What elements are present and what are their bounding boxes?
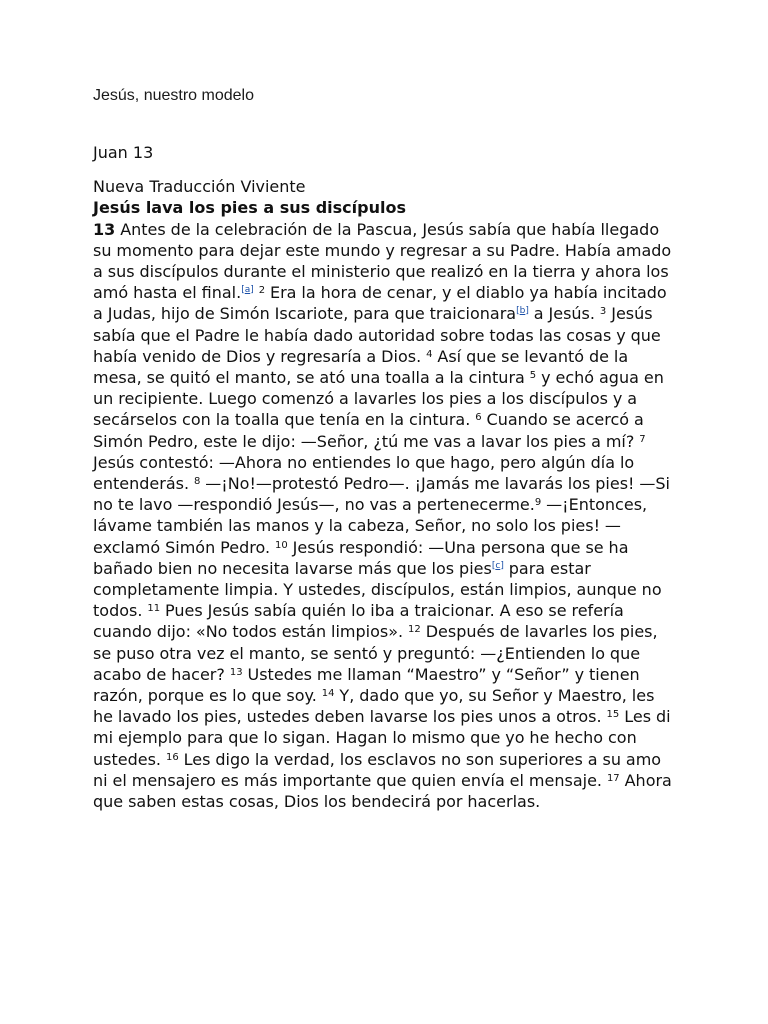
verse-number: 10 xyxy=(275,539,288,551)
footnote-link[interactable]: [a] xyxy=(241,285,254,296)
verse-number: 9 xyxy=(534,497,542,509)
footnote-link[interactable]: [c] xyxy=(491,560,504,571)
verse-number: 12 xyxy=(408,624,421,636)
verse-number: 8 xyxy=(193,476,201,488)
verse-number: 2 xyxy=(258,285,266,297)
verse-text: Así que se levantó de la mesa, se quitó el manto, se ató una toalla a la cintura xyxy=(93,346,629,388)
section-heading: Jesús lava los pies a sus discípulos xyxy=(93,198,406,218)
verse-text: Antes de la celebración de la Pascua, Jesús sabía que había llegado su momento para dejar este mundo y regresar a su Padre. Había amado a sus discípulos durante el ministerio que realizó en la tierra y ahora los amó hasta el final. xyxy=(93,219,672,303)
verse-text: Era la hora de cenar, y el diablo ya había incitado a Judas, hijo de Simón Iscariote, para que traicionara xyxy=(93,283,667,324)
verse-text: Pues Jesús sabía quién lo iba a traicionar. A eso se refería cuando dijo: «No todos están limpios». xyxy=(93,601,624,642)
verse-number: 4 xyxy=(426,348,433,360)
verse-number: 3 xyxy=(599,306,607,318)
verse-text: —¡Entonces, lávame también las manos y la cabeza, Señor, no solo los pies! —exclamó Simón Pedro. xyxy=(93,495,648,557)
verse-number: 17 xyxy=(606,772,620,784)
chapter-number: 13 xyxy=(93,219,116,239)
verse-text: Ustedes me llaman “Maestro” y “Señor” y tienen razón, porque es lo que soy. xyxy=(93,664,640,706)
verse-text: y echó agua en un recipiente. Luego comenzó a lavarles los pies a los discípulos y a secárselos con la toalla que tenía en la cintura. xyxy=(93,368,664,430)
verse-number: 7 xyxy=(639,433,646,445)
verse-text: Y, dado que yo, su Señor y Maestro, les he lavado los pies, ustedes deben lavarse los pies unos a otros. xyxy=(93,686,655,727)
verse-text: Les digo la verdad, los esclavos no son superiores a su amo ni el mensajero es más importante que quien envía el mensaje. xyxy=(93,749,662,790)
footnote-link[interactable]: [b] xyxy=(516,306,529,317)
verse-number: 11 xyxy=(147,603,161,615)
verse-number: 16 xyxy=(165,751,179,763)
page-title: Jesús, nuestro modelo xyxy=(93,87,254,104)
verse-number: 14 xyxy=(321,688,335,700)
passage-text xyxy=(93,219,678,813)
verse-text: a Jesús. xyxy=(528,304,595,324)
verse-text: Jesús respondió: —Una persona que se ha bañado bien no necesita lavarse más que los pies xyxy=(93,537,629,578)
verse-number: 5 xyxy=(529,370,537,382)
verse-text: Después de lavarles los pies, se puso otra vez el manto, se sentó y preguntó: —¿Entienden lo que acabo de hacer? xyxy=(93,622,658,684)
verse-number: 13 xyxy=(229,666,243,678)
verse-text: Cuando se acercó a Simón Pedro, este le dijo: —Señor, ¿tú me vas a lavar los pies a mí? xyxy=(93,410,644,451)
document-body xyxy=(93,142,678,812)
verse-number: 15 xyxy=(606,709,620,721)
verse-text: Ahora que saben estas cosas, Dios los bendecirá por hacerlas. xyxy=(93,770,672,812)
verse-text: Les di mi ejemplo para que lo sigan. Hagan lo mismo que yo he hecho con ustedes. xyxy=(93,707,671,769)
scripture-reference: Juan 13 xyxy=(93,143,154,162)
verse-number: 6 xyxy=(475,412,482,424)
bible-version: Nueva Traducción Viviente xyxy=(93,177,306,197)
verse-text: —¡No!—protestó Pedro—. ¡Jamás me lavarás los pies! —Si no te lavo —respondió Jesús—, no vas a pertenecerme. xyxy=(93,474,671,515)
verse-text: para estar completamente limpia. Y ustedes, discípulos, están limpios, aunque no todos. xyxy=(93,558,662,621)
verse-text: Jesús contestó: —Ahora no entiendes lo que hago, pero algún día lo entenderás. xyxy=(93,452,635,494)
verse-text: Jesús sabía que el Padre le había dado autoridad sobre todas las cosas y que había venido de Dios y regresaría a Dios. xyxy=(93,304,661,366)
